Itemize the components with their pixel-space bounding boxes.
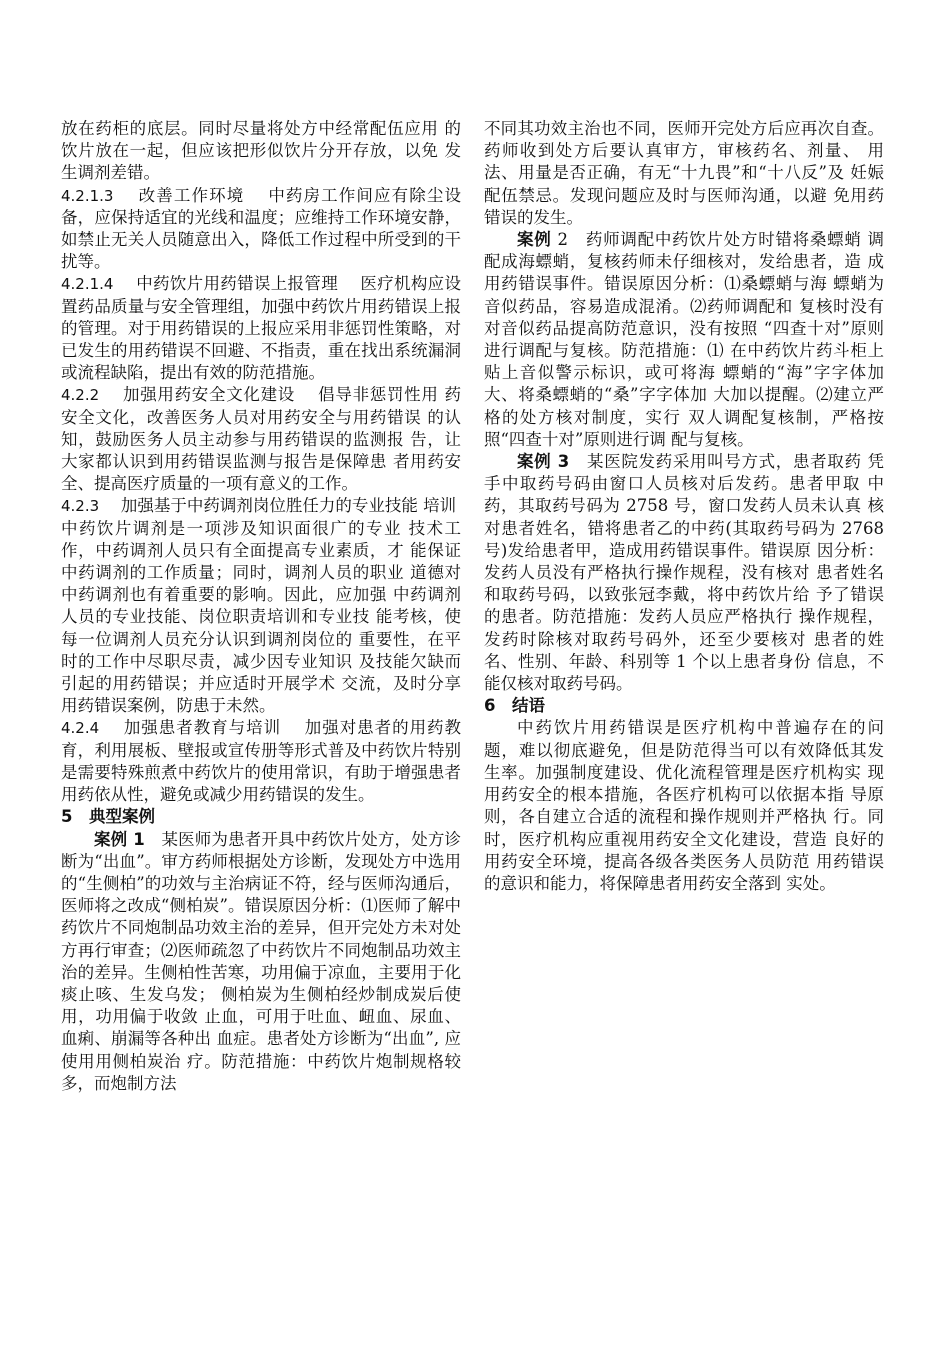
- left-column: [61, 118, 461, 1095]
- section-body: 中药房工作间应有除尘设备，应保持适宜的光线和温度；应维持工作环境安静，如禁止无关人员随意出入，降低工作过程中所受到的干扰等。: [61, 185, 462, 272]
- case-body: 药师调配中药饮片处方时错将桑螵蛸 调配成海螵蛸，复核药师未仔细核对，发给患者，造 成用药错误事件。错误原因分析：⑴桑螵蛸与海 螵蛸为音似药品，容易造成混淆。⑵药师调配和 复核时没有对音似药品提高防范意识，没有按照 “四查十对”原则进行调配与复核。防范措施：⑴ 在中药饮片药斗柜上贴上音似警示标识，或可将海 螵蛸的“海”字字体加大、将桑螵蛸的“桑”字字体加 大加以提醒。⑵建立严格的处方核对制度，实行 双人调配复核制，严格按照“四查十对”原则进行调 配与复核。: [484, 230, 885, 449]
- case-label: 案例: [517, 230, 552, 250]
- case-label-number: 2: [557, 230, 568, 250]
- section-heading: 中药饮片用药错误上报管理: [136, 274, 339, 294]
- paragraph-conclusion: 中药饮片用药错误是医疗机构中普遍存在的问 题，难以彻底避免，但是防范得当可以有效降低其发 生率。加强制度建设、优化流程管理是医疗机构实 现用药安全的根本措施，各医疗机构可以依据本指 导原则，各自建立合适的流程和操作规则并严格执 行。同时，医疗机构应重视用药安全文化建设，营造 良好的用药安全环境，提高各级各类医务人员防范 用药错误的意识和能力，将保障患者用药安全落到 实处。: [484, 718, 884, 893]
- section-4-2-1-4: [61, 273, 461, 384]
- section-number: 4.2.4: [61, 719, 100, 738]
- section-number: 4.2.1.3: [61, 186, 114, 205]
- section-body: 倡导非惩罚性用 药安全文化，改善医务人员对用药安全与用药错误 的认知，鼓励医务人员主动参与用药错误的监测报 告，让大家都认识到用药错误监测与报告是保障患 者用药安全、提高医疗质量的一项有意义的工作。: [61, 385, 462, 494]
- case-2: [484, 229, 884, 451]
- section-6-heading: 6 结语: [484, 696, 545, 716]
- section-heading: 加强基于中药调剂岗位胜任力的专业技能 培训: [120, 496, 457, 516]
- section-number: 4.2.2: [61, 386, 100, 405]
- paragraph-continuation: 不同其功效主治也不同，医师开完处方后应再次自查。药师收到处方后要认真审方，审核药名、剂量、 用法、用量是否正确，有无“十九畏”和“十八反”及 妊娠配伍禁忌。发现问题应及时与医师沟通，以避 免用药错误的发生。: [484, 119, 884, 227]
- case-body: 某医院发药采用叫号方式，患者取药 凭手中取药号码由窗口人员核对后发药。患者甲取 中药，其取药号码为 2758 号，窗口发药人员未认真 核对患者姓名，错将患者乙的中药(其取药号码为 2768 号)发给患者甲，造成用药错误事件。错误原 因分析：发药人员没有严格执行操作规程，没有核对 患者姓名和取药号码，以致张冠李戴，将中药饮片给 予了错误的患者。防范措施：发药人员应严格执行 操作规程，发药时除核对取药号码外，还至少要核对 患者的姓名、性别、年龄、科别等 1 个以上患者身份 信息，不能仅核对取药号码。: [484, 452, 885, 694]
- case-body: 某医师为患者开具中药饮片处方，处方诊断为“出血”。审方药师根据处方诊断，发现处方中选用的“生侧柏”的功效与主治病证不符，经与医师沟通后，医师将之改成“侧柏炭”。错误原因分析：⑴医师了解中药饮片不同炮制品功效主治的差异，但开完处方未对处方再行审查；⑵医师疏忽了中药饮片不同炮制品功效主治的差异。生侧柏性苦寒，功用偏于凉血，主要用于化痰止咳、生发乌发； 侧柏炭为生侧柏经炒制成炭后使用，功用偏于收敛 止血，可用于吐血、衄血、尿血、血痢、崩漏等各种出 血症。患者处方诊断为“出血”, 应使用用侧柏炭治 疗。防范措施：中药饮片炮制规格较多，而炮制方法: [61, 829, 461, 1093]
- section-body: 医疗机构应设置药品质量与安全管理组，加强中药饮片用药错误上报的管理。对于用药错误的上报应采用非惩罚性策略，对已发生的用药错误不回避、不指责，重在找出系统漏洞或流程缺陷，提出有效的防范措施。: [61, 274, 462, 383]
- section-heading: 加强患者教育与培训: [123, 718, 282, 738]
- section-heading: 改善工作环境: [138, 185, 245, 205]
- section-body: 加强对患者的用药教育，利用展板、壁报或宣传册等形式普及中药饮片特别是需要特殊煎煮中药饮片的使用常识，有助于增强患者用药依从性，避免或减少用药错误的发生。: [61, 718, 462, 805]
- section-heading: 加强用药安全文化建设: [123, 385, 296, 405]
- section-4-2-1-3: [61, 185, 461, 274]
- paragraph-intro: 放在药柜的底层。同时尽量将处方中经常配伍应用 的饮片放在一起，但应该把形似饮片分开存放，以免 发生调剂差错。: [61, 119, 461, 183]
- section-5-heading: 5 典型案例: [61, 807, 155, 827]
- case-label: 案例 3: [517, 452, 570, 472]
- section-body: 中药饮片调剂是一项涉及知识面很广的专业 技术工作，中药调剂人员只有全面提高专业素质，才 能保证中药调剂的工作质量；同时，调剂人员的职业 道德对中药调剂也有着重要的影响。因此，应加强 中药调剂人员的专业技能、岗位职责培训和专业技 能考核，使每一位调剂人员充分认识到调剂岗位的 重要性，在平时的工作中尽职尽责，减少因专业知识 及技能欠缺而引起的用药错误；并应适时开展学术 交流，及时分享用药错误案例，防患于未然。: [61, 518, 461, 716]
- section-4-2-4: [61, 717, 461, 806]
- section-4-2-2: [61, 384, 461, 495]
- case-1: [61, 829, 461, 1095]
- case-3: [484, 451, 884, 695]
- section-number: 4.2.1.4: [61, 275, 114, 294]
- case-label: 案例 1: [94, 829, 145, 849]
- right-column: [484, 118, 884, 895]
- section-4-2-3: [61, 495, 461, 717]
- section-number: 4.2.3: [61, 497, 100, 516]
